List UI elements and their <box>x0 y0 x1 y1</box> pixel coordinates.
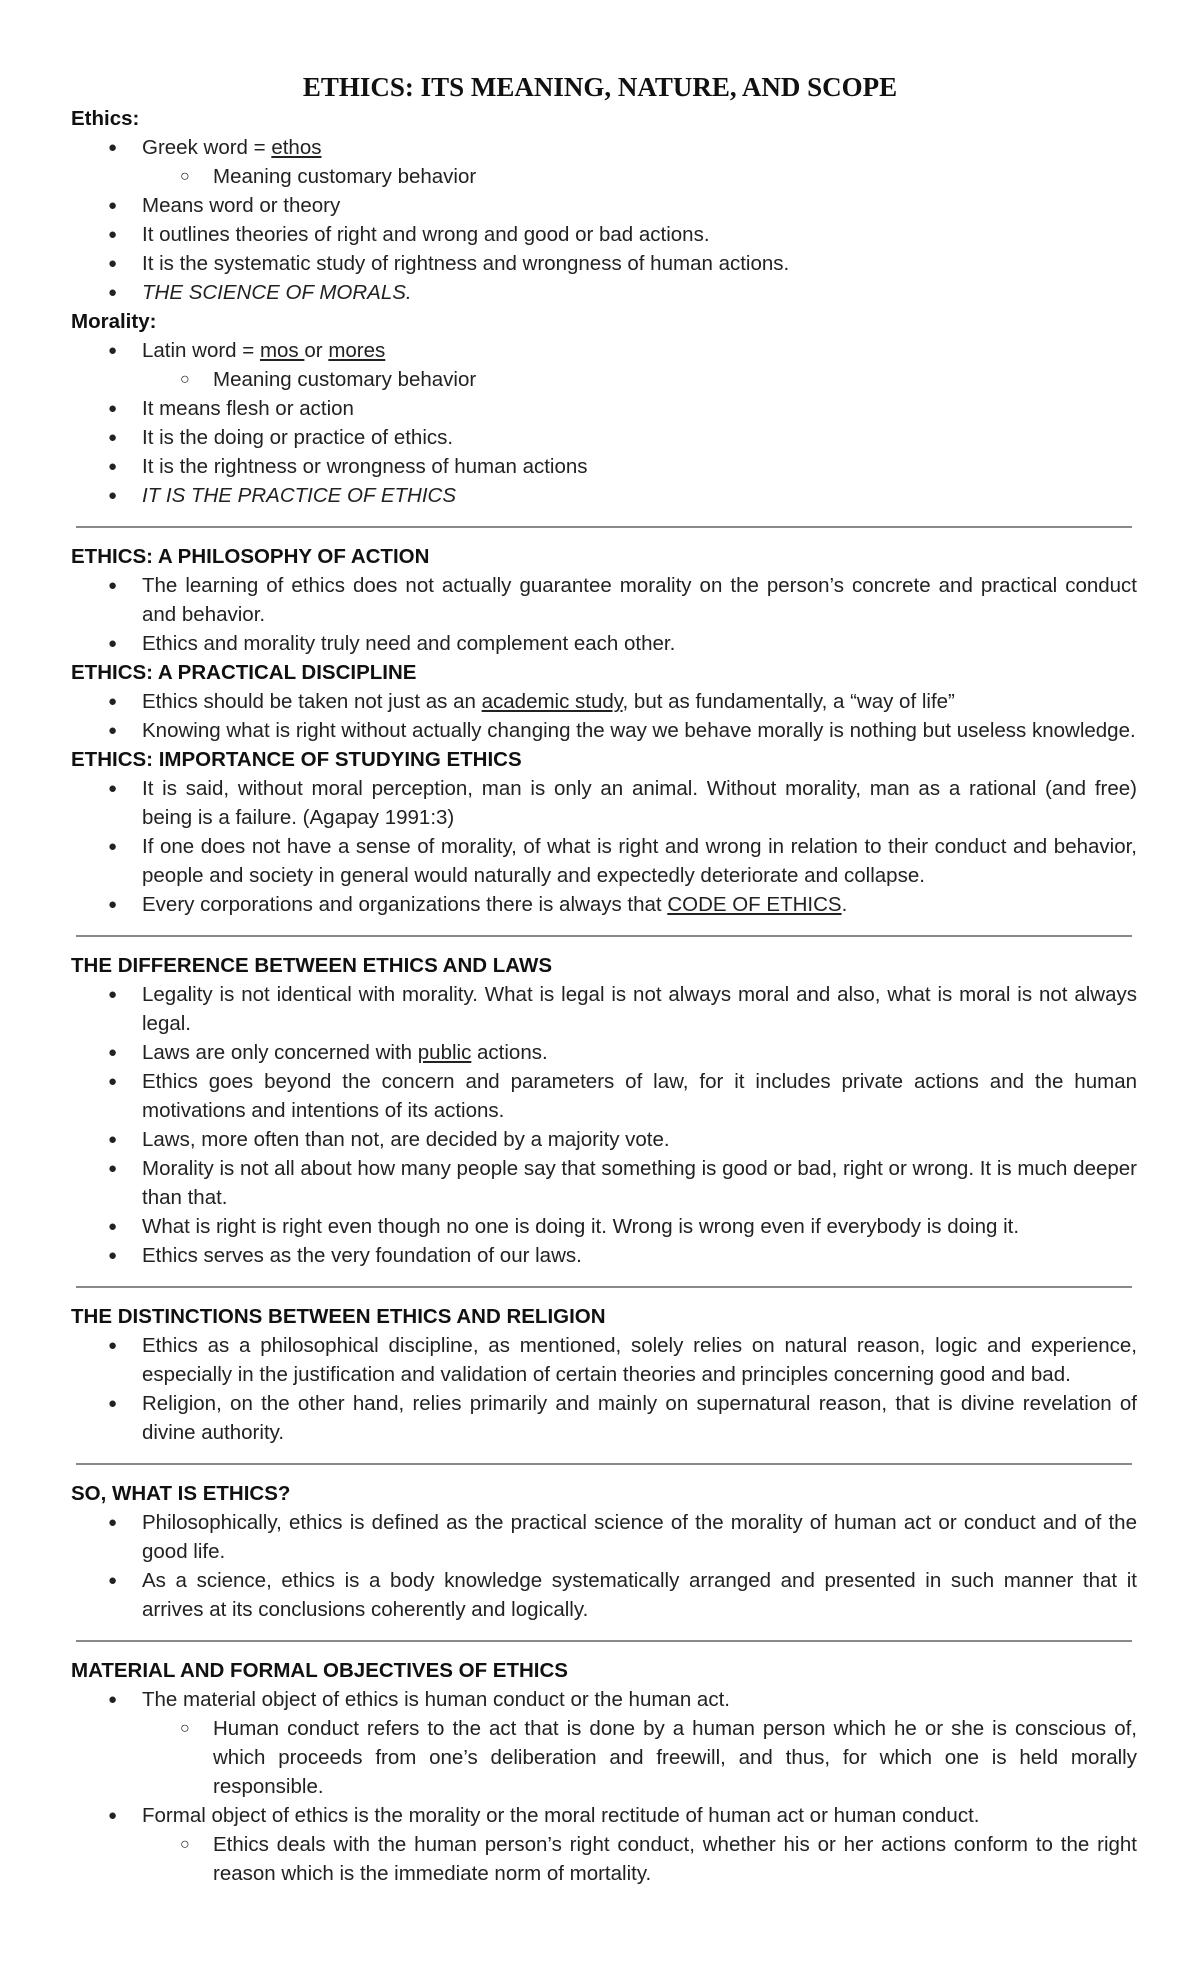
divider <box>76 1286 1132 1288</box>
what-is-ethics-heading: SO, WHAT IS ETHICS? <box>71 1482 291 1505</box>
list-item: ● It is the doing or practice of ethics. <box>71 423 1137 452</box>
list-item: ● Ethics serves as the very foundation of our laws. <box>71 1241 1137 1270</box>
importance-list <box>71 774 1137 919</box>
text-segment: actions. <box>471 1041 548 1064</box>
sub-list <box>142 1714 1137 1801</box>
list-item <box>71 133 1137 191</box>
list-item: ● It is the systematic study of rightness and wrongness of human actions. <box>71 249 1137 278</box>
greek-word: ethos <box>271 136 322 159</box>
list-item <box>71 1801 1137 1888</box>
latin-or: or <box>304 339 329 362</box>
laws-heading: THE DIFFERENCE BETWEEN ETHICS AND LAWS <box>71 954 552 977</box>
sub-list-item: ○ Human conduct refers to the act that is done by a human person which he or she is conscious of, which proceeds from one’s deliberation and freewill, and thus, for which one is held morally responsible. <box>142 1714 1137 1801</box>
list-item: ● Ethics as a philosophical discipline, as mentioned, solely relies on natural reason, logic and experience, especially in the justification and validation of certain theories and principles concerning good and bad. <box>71 1331 1137 1389</box>
list-item <box>71 890 1137 919</box>
list-item: ● Ethics goes beyond the concern and parameters of law, for it includes private actions and the human motivations and intentions of its actions. <box>71 1067 1137 1125</box>
morality-list <box>71 336 1137 510</box>
list-item: ● Morality is not all about how many people say that something is good or bad, right or wrong. It is much deeper than that. <box>71 1154 1137 1212</box>
ethics-list <box>71 133 1137 307</box>
list-item <box>71 687 1137 716</box>
formal-object-text: Formal object of ethics is the morality or the moral rectitude of human act or human conduct. <box>142 1804 980 1827</box>
list-item: ● Philosophically, ethics is defined as the practical science of the morality of human act or conduct and of the good life. <box>71 1508 1137 1566</box>
list-item: ● Legality is not identical with morality. What is legal is not always moral and also, what is moral is not always legal. <box>71 980 1137 1038</box>
text-segment: Every corporations and organizations there is always that <box>142 893 668 916</box>
list-item: ● It outlines theories of right and wrong and good or bad actions. <box>71 220 1137 249</box>
list-item: ● Means word or theory <box>71 191 1137 220</box>
objectives-heading: MATERIAL AND FORMAL OBJECTIVES OF ETHICS <box>71 1659 568 1682</box>
list-item: ● It means flesh or action <box>71 394 1137 423</box>
objectives-list <box>71 1685 1137 1888</box>
list-item: ● If one does not have a sense of morality, of what is right and wrong in relation to their conduct and behavior, people and society in general would naturally and expectedly deteriorate and collapse. <box>71 832 1137 890</box>
morality-heading: Morality: <box>71 310 157 333</box>
material-object-text: The material object of ethics is human conduct or the human act. <box>142 1688 730 1711</box>
latin-prefix: Latin word = <box>142 339 260 362</box>
religion-heading: THE DISTINCTIONS BETWEEN ETHICS AND RELIGION <box>71 1305 606 1328</box>
public-underlined: public <box>417 1041 472 1064</box>
sub-list <box>142 1830 1137 1888</box>
religion-list <box>71 1331 1137 1447</box>
list-item: ● It is the rightness or wrongness of human actions <box>71 452 1137 481</box>
list-item: ● The learning of ethics does not actually guarantee morality on the person’s concrete and practical conduct and behavior. <box>71 571 1137 629</box>
ethics-heading: Ethics: <box>71 107 140 130</box>
divider <box>76 1463 1132 1465</box>
divider <box>76 935 1132 937</box>
list-item: ● Knowing what is right without actually changing the way we behave morally is nothing but useless knowledge. <box>71 716 1137 745</box>
list-item <box>71 1038 1137 1067</box>
sub-list-item: ○ Meaning customary behavior <box>142 365 1137 394</box>
document-title: ETHICS: ITS MEANING, NATURE, AND SCOPE <box>302 72 898 102</box>
importance-heading: ETHICS: IMPORTANCE OF STUDYING ETHICS <box>71 748 522 771</box>
document-body <box>71 104 1137 1888</box>
divider <box>76 1640 1132 1642</box>
sub-list-item: ○ Ethics deals with the human person’s right conduct, whether his or her actions conform to the right reason which is the immediate norm of mortality. <box>142 1830 1137 1888</box>
philosophy-action-list <box>71 571 1137 658</box>
list-item: ● IT IS THE PRACTICE OF ETHICS <box>71 481 1137 510</box>
text-segment: Ethics should be taken not just as an <box>142 690 482 713</box>
list-item: ● Laws, more often than not, are decided by a majority vote. <box>71 1125 1137 1154</box>
list-item: ● As a science, ethics is a body knowledge systematically arranged and presented in such manner that it arrives at its conclusions coherently and logically. <box>71 1566 1137 1624</box>
greek-prefix: Greek word = <box>142 136 272 159</box>
list-item: ● Ethics and morality truly need and complement each other. <box>71 629 1137 658</box>
list-item: ● THE SCIENCE OF MORALS. <box>71 278 1137 307</box>
academic-study-underlined: academic study <box>481 690 623 713</box>
text-segment: , but as fundamentally, a “way of life” <box>622 690 955 713</box>
sub-list <box>142 365 1137 394</box>
divider <box>76 526 1132 528</box>
latin-word-mos: mos <box>259 339 305 362</box>
laws-list <box>71 980 1137 1270</box>
list-item: ● What is right is right even though no one is doing it. Wrong is wrong even if everybody is doing it. <box>71 1212 1137 1241</box>
sub-list <box>142 162 1137 191</box>
latin-word-mores: mores <box>328 339 386 362</box>
practical-discipline-heading: ETHICS: A PRACTICAL DISCIPLINE <box>71 661 417 684</box>
code-of-ethics-underlined: CODE OF ETHICS <box>667 893 842 916</box>
text-segment: Laws are only concerned with <box>142 1041 418 1064</box>
practical-discipline-list <box>71 687 1137 745</box>
what-is-ethics-list <box>71 1508 1137 1624</box>
list-item <box>71 1685 1137 1801</box>
list-item: ● It is said, without moral perception, man is only an animal. Without morality, man as a rational (and free) being is a failure. (Agapay 1991:3) <box>71 774 1137 832</box>
philosophy-action-heading: ETHICS: A PHILOSOPHY OF ACTION <box>71 545 430 568</box>
list-item: ● Religion, on the other hand, relies primarily and mainly on supernatural reason, that is divine revelation of divine authority. <box>71 1389 1137 1447</box>
list-item <box>71 336 1137 394</box>
sub-list-item: ○ Meaning customary behavior <box>142 162 1137 191</box>
text-segment: . <box>841 893 848 916</box>
